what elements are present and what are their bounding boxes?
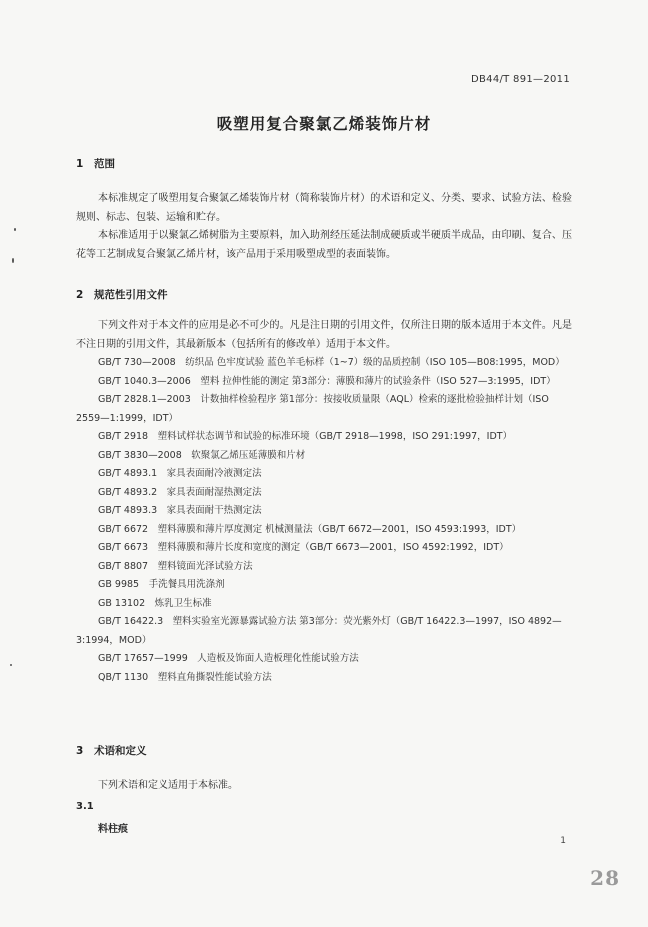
section-1-heading [76, 156, 115, 171]
handwritten-page-mark: 28 [590, 866, 620, 890]
section-number: 1 [76, 158, 84, 170]
reference-item: GB 9985 手洗餐具用洗涤剂 [98, 579, 225, 590]
scope-body [76, 190, 572, 264]
scope-paragraph-2: 本标准适用于以聚氯乙烯树脂为主要原料，加入助剂经压延法制成硬质或半硬质半成品，由印刷、复合、压花等工艺制成复合聚氯乙烯片材，该产品用于采用吸塑成型的表面装饰。 [76, 230, 572, 260]
section-number: 2 [76, 289, 84, 301]
section-3-heading [76, 743, 147, 758]
reference-item: GB/T 4893.2 家具表面耐湿热测定法 [98, 486, 262, 498]
reference-item: GB/T 16422.3 塑料实验室光源暴露试验方法 第3部分：荧光紫外灯（GB/T 16422.3—1997，ISO 4892—3:1994，MOD） [76, 616, 562, 646]
reference-item: GB/T 4893.3 家具表面耐干热测定法 [98, 505, 262, 516]
page-number: 1 [560, 836, 566, 846]
reference-item: GB/T 1040.3—2006 塑料 拉伸性能的测定 第3部分：薄膜和薄片的试验条件（ISO 527—3:1995，IDT） [98, 375, 556, 387]
terms-body [76, 777, 572, 796]
reference-item: GB 13102 炼乳卫生标准 [98, 597, 212, 609]
section-title: 规范性引用文件 [94, 289, 168, 301]
section-number: 3 [76, 745, 84, 757]
document-code: DB44/T 891—2011 [471, 74, 570, 85]
reference-item: GB/T 3830—2008 软聚氯乙烯压延薄膜和片材 [98, 449, 306, 461]
reference-item: GB/T 8807 塑料镜面光泽试验方法 [98, 560, 253, 572]
section-title: 术语和定义 [94, 745, 147, 757]
scan-speck [12, 258, 14, 263]
section-title: 范围 [94, 158, 115, 170]
reference-item: GB/T 730—2008 纺织品 色牢度试验 蓝色羊毛标样（1~7）级的品质控制（ISO 105—B08:1995，MOD） [98, 357, 565, 368]
reference-item: GB/T 4893.1 家具表面耐冷液测定法 [98, 468, 262, 479]
reference-item: GB/T 2918 塑料试样状态调节和试验的标准环境（GB/T 2918—1998，ISO 291:1997，IDT） [98, 431, 513, 442]
reference-item: GB/T 2828.1—2003 计数抽样检验程序 第1部分：按接收质量限（AQL）检索的逐批检验抽样计划（ISO 2559—1:1999，IDT） [76, 394, 549, 424]
scan-speck [10, 664, 12, 666]
reference-item: GB/T 17657—1999 人造板及饰面人造板理化性能试验方法 [98, 653, 359, 664]
reference-item: GB/T 6673 塑料薄膜和薄片长度和宽度的测定（GB/T 6673—2001，ISO 4592:1992，IDT） [98, 542, 509, 553]
document-title: 吸塑用复合聚氯乙烯装饰片材 [216, 115, 432, 133]
term-name: 料柱痕 [98, 824, 128, 835]
terms-intro: 下列术语和定义适用于本标准。 [98, 780, 238, 791]
reference-item: GB/T 6672 塑料薄膜和薄片厚度测定 机械测量法（GB/T 6672—2001，ISO 4593:1993，IDT） [98, 523, 522, 535]
reference-item: QB/T 1130 塑料直角撕裂性能试验方法 [98, 671, 272, 683]
scan-speck [14, 228, 16, 231]
references-intro: 下列文件对于本文件的应用是必不可少的。凡是注日期的引用文件，仅所注日期的版本适用于本文件。凡是不注日期的引用文件，其最新版本（包括所有的修改单）适用于本文件。 [76, 320, 572, 350]
section-2-heading [76, 287, 168, 302]
clause-number: 3.1 [76, 801, 94, 812]
scope-paragraph-1: 本标准规定了吸塑用复合聚氯乙烯装饰片材（简称装饰片材）的术语和定义、分类、要求、试验方法、检验规则、标志、包装、运输和贮存。 [76, 193, 572, 223]
references-body [76, 317, 572, 687]
